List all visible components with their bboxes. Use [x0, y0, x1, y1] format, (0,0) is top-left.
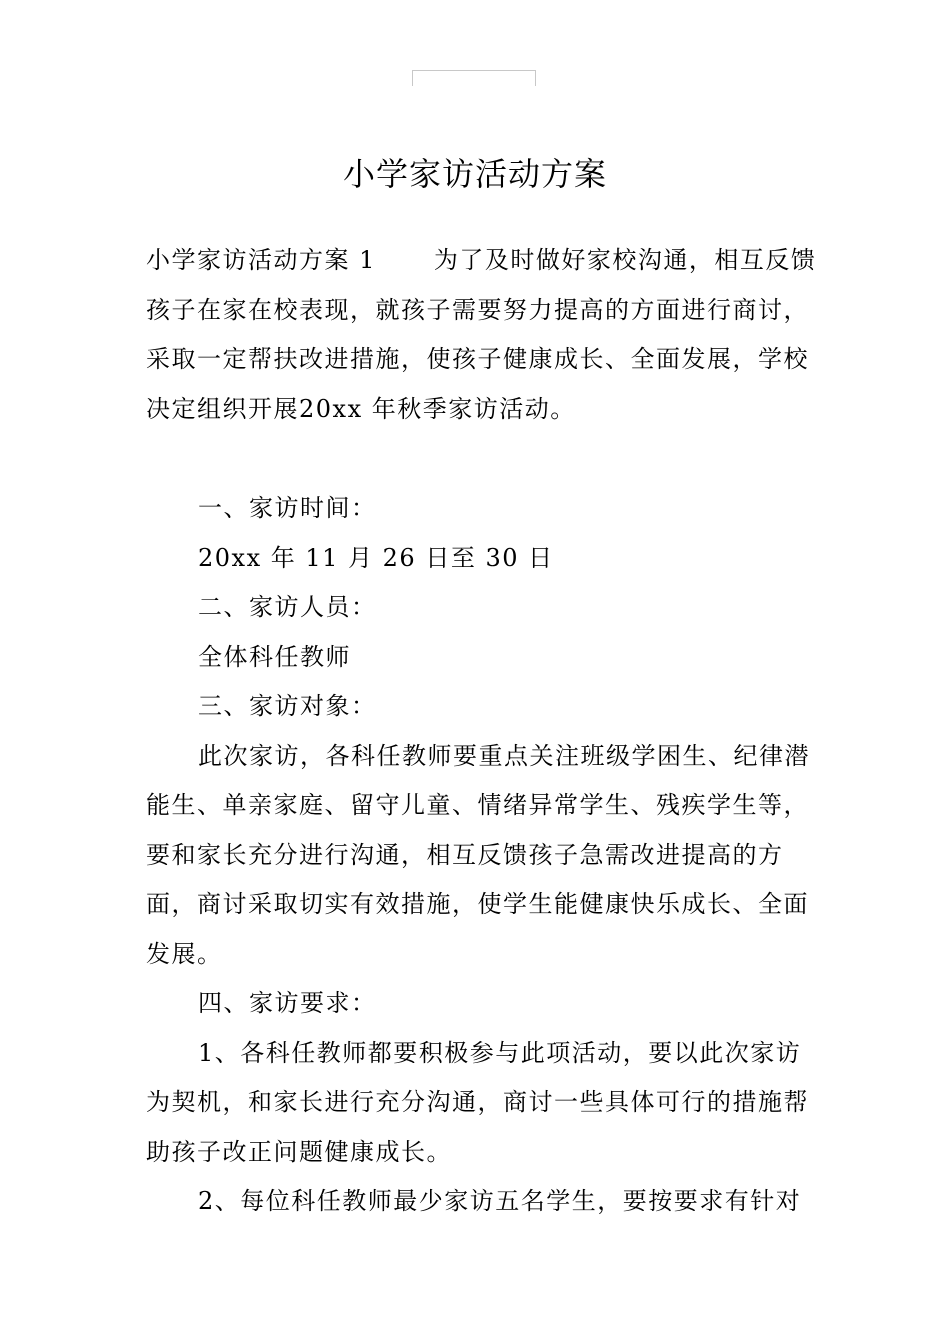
paragraph-gap	[146, 434, 820, 484]
document-title: 小学家访活动方案	[342, 155, 607, 193]
section-body-time: 20xx 年 11 月 26 日至 30 日	[198, 543, 554, 572]
document-body	[146, 236, 820, 1227]
requirement-item: 2、每位科任教师最少家访五名学生，要按要求有针对	[198, 1187, 802, 1215]
section-heading-staff: 二、家访人员：	[198, 593, 377, 621]
intro-text: 为了及时做好家校沟通，相互反馈孩子在家在校表现，就孩子需要努力提高的方面进行商讨，采取一定帮扶改进措施，使孩子健康成长、全面发展，学校决定组织开展20xx 年秋季家访活动。	[146, 246, 817, 423]
page-header-mark	[412, 70, 536, 86]
section-body-staff: 全体科任教师	[198, 642, 351, 671]
intro-lead: 小学家访活动方案 1	[146, 246, 376, 274]
section-heading-requirements: 四、家访要求：	[198, 989, 377, 1017]
intro-paragraph	[146, 236, 820, 434]
section-heading-time: 一、家访时间：	[198, 494, 377, 522]
section-body-targets: 此次家访，各科任教师要重点关注班级学困生、纪律潜能生、单亲家庭、留守儿童、情绪异常学生、残疾学生等，要和家长充分进行沟通，相互反馈孩子急需改进提高的方面，商讨采取切实有效措施，使学生能健康快乐成长、全面发展。	[146, 741, 810, 968]
section-heading-targets: 三、家访对象：	[198, 692, 377, 720]
requirement-item: 1、各科任教师都要积极参与此项活动，要以此次家访为契机，和家长进行充分沟通，商讨一些具体可行的措施帮助孩子改正问题健康成长。	[146, 1038, 809, 1166]
